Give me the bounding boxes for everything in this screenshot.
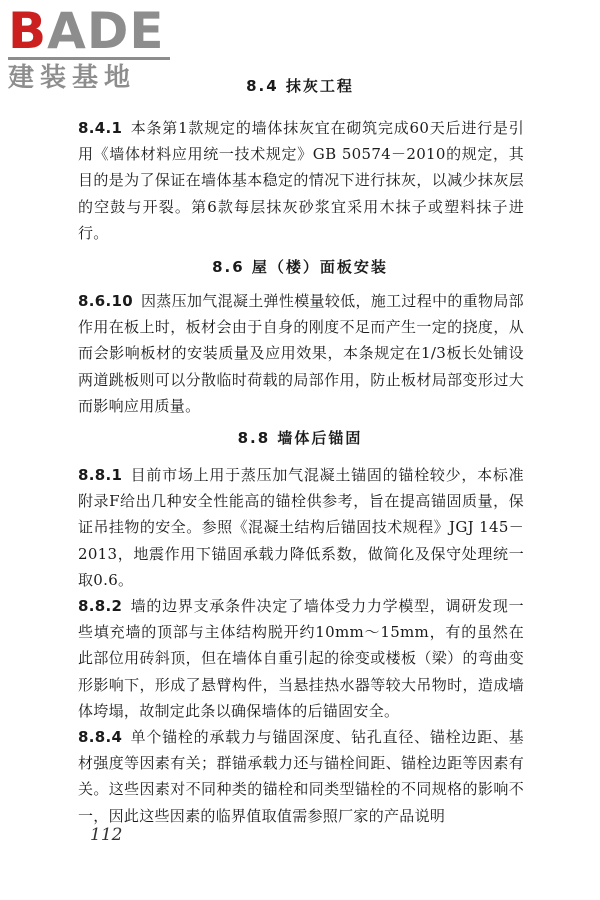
clause-number: 8.8.1: [78, 466, 123, 484]
clause-8-8-2: [78, 593, 524, 724]
logo-accent-letter: B: [8, 2, 48, 60]
clause-8-8-1: [78, 462, 524, 593]
logo-wordmark-rest: ADE: [47, 2, 165, 60]
clause-number: 8.6.10: [78, 292, 133, 310]
clause-number: 8.4.1: [78, 119, 123, 137]
logo-wordmark: [8, 2, 178, 60]
clause-number: 8.8.2: [78, 597, 123, 615]
clause-8-4-1: [78, 115, 524, 246]
clause-text: 目前市场上用于蒸压加气混凝土锚固的锚栓较少，本标准附录F给出几种安全性能高的锚栓供参考，旨在提高锚固质量，保证吊挂物的安全。参照《混凝土结构后锚固技术规程》JGJ 145－2013，地震作用下锚固承载力降低系数，做简化及保守处理统一取0.6。: [78, 466, 524, 589]
logo-tagline: 建装基地: [8, 63, 137, 93]
clause-text: 因蒸压加气混凝土弹性模量较低，施工过程中的重物局部作用在板上时，板材会由于自身的刚度不足而产生一定的挠度，从而会影响板材的安装质量及应用效果，本条规定在1/3板长处铺设两道跳板则可以分散临时荷载的局部作用，防止板材局部变形过大而影响应用质量。: [78, 292, 524, 415]
section-heading-8-8: 8.8 墙体后锚固: [237, 429, 363, 447]
clause-text: 单个锚栓的承载力与锚固深度、钻孔直径、锚栓边距、基材强度等因素有关；群锚承载力还与锚栓间距、锚栓边距等因素有关。这些因素对不同种类的锚栓和同类型锚栓的不同规格的影响不一，因此这些因素的临界值取值需参照厂家的产品说明: [78, 728, 524, 825]
section-heading-8-4: 8.4 抹灰工程: [246, 77, 354, 95]
page-number: 112: [90, 825, 123, 845]
clause-text: 本条第1款规定的墙体抹灰宜在砌筑完成60天后进行是引用《墙体材料应用统一技术规定》GB 50574－2010的规定，其目的是为了保证在墙体基本稳定的情况下进行抹灰，以减少抹灰层的空鼓与开裂。第6款每层抹灰砂浆宜采用木抹子或塑料抹子进行。: [78, 119, 524, 242]
clause-8-8-4: [78, 724, 524, 829]
clause-text: 墙的边界支承条件决定了墙体受力力学模型，调研发现一些填充墙的顶部与主体结构脱开约10mm～15mm，有的虽然在此部位用砖斜顶，但在墙体自重引起的徐变或楼板（梁）的弯曲变形影响下，形成了悬臂构件，当悬挂热水器等较大吊物时，造成墙体垮塌，故制定此条以确保墙体的后锚固安全。: [78, 597, 524, 720]
section-heading-8-6: 8.6 屋（楼）面板安装: [212, 258, 388, 276]
clause-8-6-10: [78, 288, 524, 419]
clause-number: 8.8.4: [78, 728, 123, 746]
